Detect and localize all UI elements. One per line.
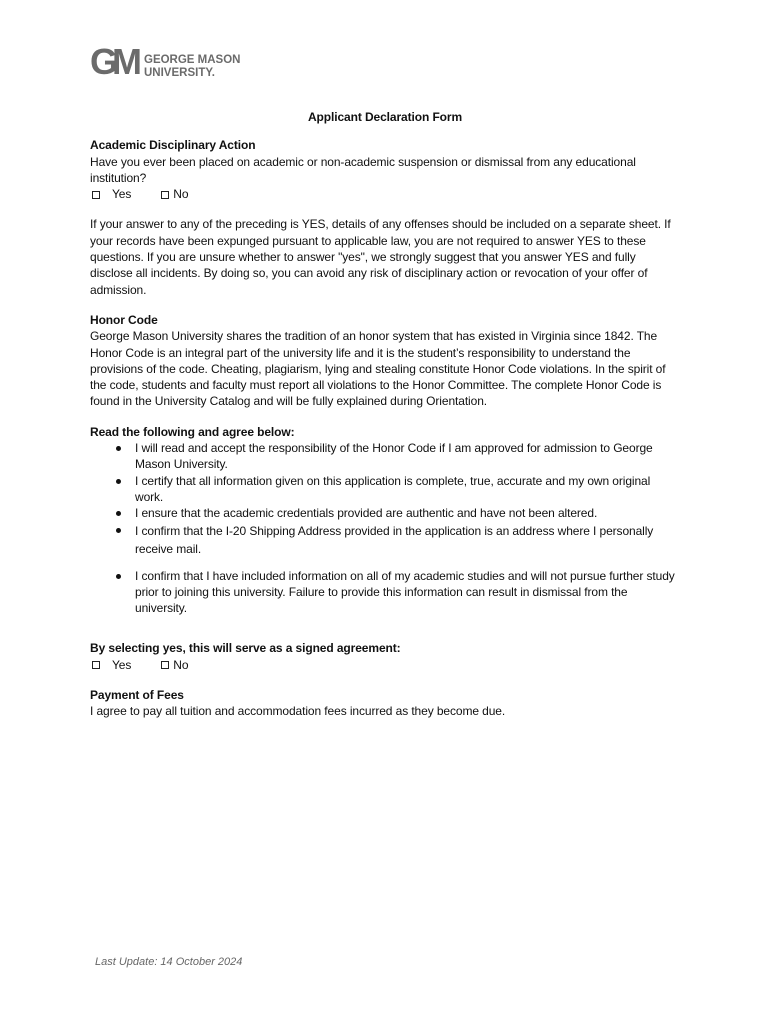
university-logo [88,38,240,86]
signed-yes-label: Yes [112,657,132,672]
checkbox-yes[interactable] [92,661,100,669]
list-item: I certify that all information given on this application is complete, true, accurate and my own original work. [90,473,680,506]
declaration-document [90,109,680,720]
honor-heading: Honor Code [90,312,158,327]
bullet-icon [116,446,121,451]
list-item: I confirm that the I-20 Shipping Address provided in the application is an address where I personally receive mail. [90,522,680,558]
list-item: I confirm that I have included information on all of my academic studies and will not pursue further study prior to joining this university. Failure to provide this information can result in dismissal from the university. [90,568,680,617]
logo-line-1: GEORGE MASON [144,54,240,66]
academic-yes-label: Yes [112,187,132,202]
payment-heading: Payment of Fees [90,688,184,703]
agree-heading: Read the following and agree below: [90,424,295,439]
academic-heading: Academic Disciplinary Action [90,138,256,153]
signed-no-option[interactable] [161,657,188,673]
gmu-logo-mark [88,38,240,86]
bullet-icon [116,574,121,579]
bullet-icon [116,511,121,516]
signed-checkbox-group [90,657,680,673]
academic-no-label: No [173,187,189,202]
checkbox-no[interactable] [161,191,169,199]
payment-text: I agree to pay all tuition and accommodation fees incurred as they become due. [90,704,506,719]
academic-yes-option[interactable] [92,186,131,202]
checkbox-yes[interactable] [92,191,100,199]
logo-line-2: UNIVERSITY. [144,67,215,79]
list-item: I ensure that the academic credentials provided are authentic and have not been altered. [90,505,680,521]
academic-details: If your answer to any of the preceding is YES, details of any offenses should be included on a separate sheet. If your records have been expunged pursuant to applicable law, you are not required to answer YES to these questions. If you are unsure whether to answer "yes", we strongly suggest that you answer YES and fully disclose all incidents. By doing so, you can avoid any risk of disciplinary action or revocation of your offer of admission. [90,217,671,297]
form-title: Applicant Declaration Form [307,110,463,124]
bullet-icon [116,479,121,484]
list-item: I will read and accept the responsibility of the Honor Code if I am approved for admission to George Mason University. [90,440,680,473]
academic-no-option[interactable] [161,186,188,202]
signed-yes-option[interactable] [92,657,131,673]
signed-heading: By selecting yes, this will serve as a signed agreement: [90,641,401,656]
last-update-footer: Last Update: 14 October 2024 [95,956,243,968]
academic-checkbox-group [90,186,680,202]
honor-text: George Mason University shares the tradition of an honor system that has existed in Virginia since 1842. The Honor Code is an integral part of the university life and it is the student’s responsibility to understand the provisions of the code. Cheating, plagiarism, lying and stealing constitute Honor Code violations. In the spirit of the code, students and faculty must report all violations to the Honor Committee. The complete Honor Code is found in the University Catalog and will be fully explained during Orientation. [90,329,666,409]
bullet-icon [116,528,121,533]
checkbox-no[interactable] [161,661,169,669]
logo-monogram: GM [90,41,136,82]
agreement-list [90,440,680,616]
academic-question: Have you ever been placed on academic or non-academic suspension or dismissal from any educational institution? [90,154,636,185]
signed-no-label: No [173,657,189,672]
